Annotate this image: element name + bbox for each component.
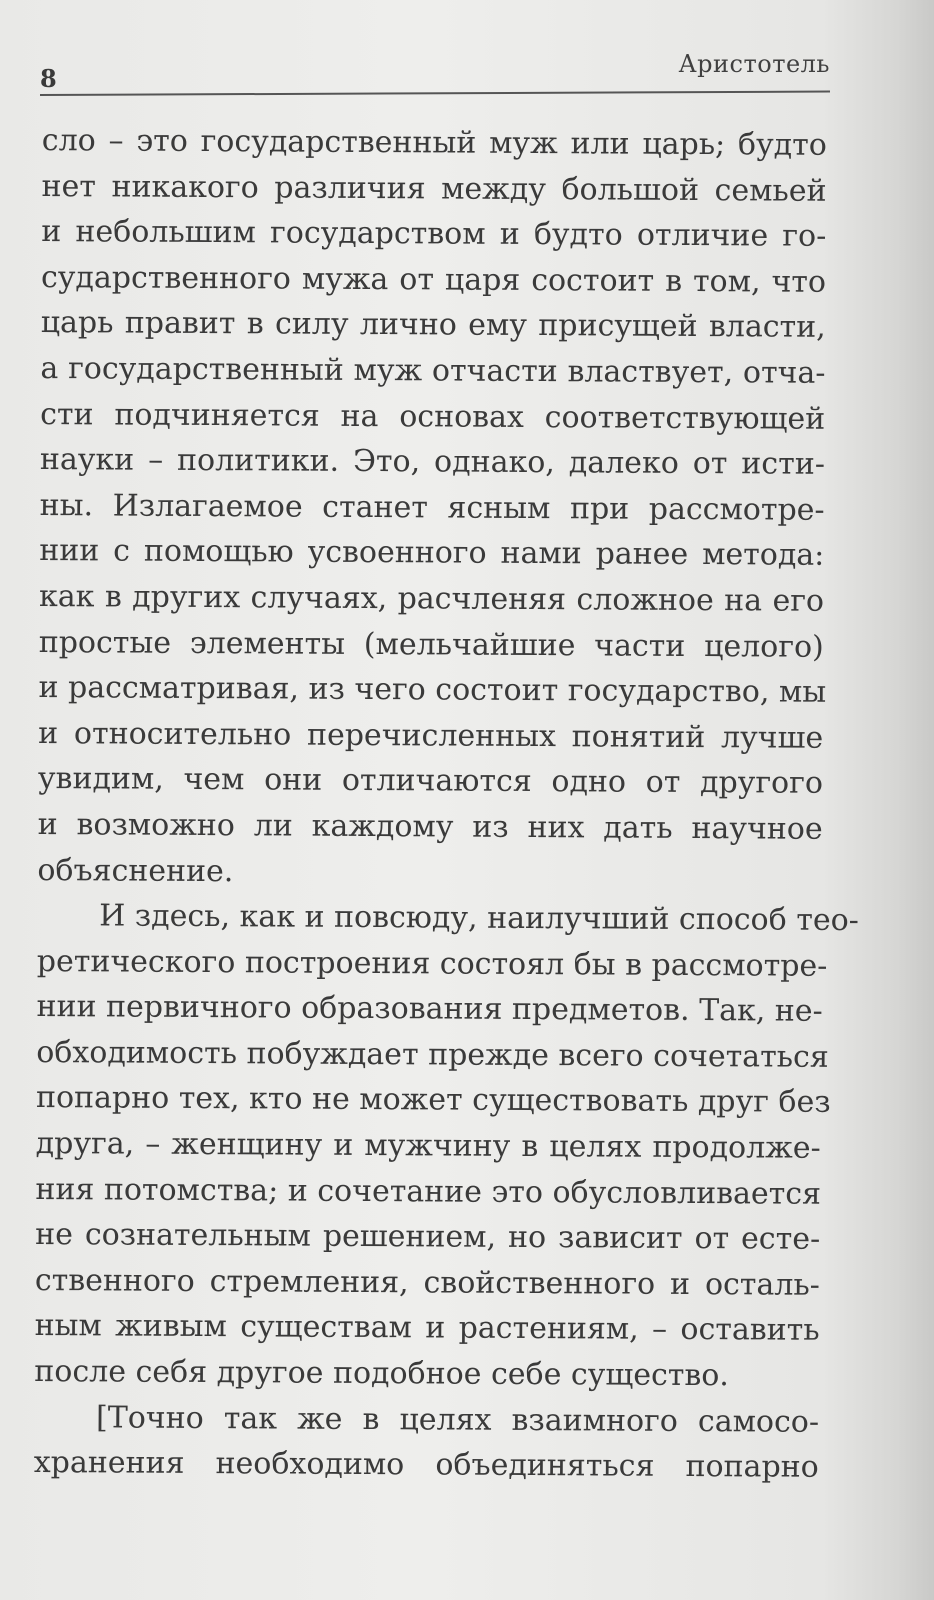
header-rule <box>40 91 830 96</box>
text-line: ны. Излагаемое станет ясным при рассмотре- <box>39 487 825 528</box>
paragraph-2 <box>34 893 859 1399</box>
text-line: простые элементы (мельчайшие части целого) <box>38 624 824 665</box>
text-line: как в других случаях, расчленяя сложное на его <box>38 578 825 619</box>
text-line: объяснение. <box>37 852 234 889</box>
text-line: попарно тех, кто не может существовать друг без <box>35 1080 831 1121</box>
text-line: друга, – женщину и мужчину в целях продолже- <box>35 1126 821 1166</box>
body-text <box>33 118 859 1491</box>
text-line: [Точно так же в целях взаимного самосо- <box>95 1399 820 1440</box>
text-line: и возможно ли каждому из них дать научное <box>37 806 823 847</box>
page-header <box>40 40 830 100</box>
text-line: не сознательным решением, но зависит от есте- <box>35 1217 821 1258</box>
text-line: ным живым существам и растениям, – оставить <box>34 1308 820 1349</box>
text-line: ственного стремления, свойственного и осталь- <box>34 1262 820 1303</box>
text-line: нии с помощью усвоенного нами ранее метода: <box>39 533 825 574</box>
running-title: Аристотель <box>678 50 830 78</box>
text-line: И здесь, как и повсюду, наилучший способ тео- <box>99 898 859 939</box>
text-line: хранения необходимо объединяться попарно <box>33 1445 819 1485</box>
text-line: и рассматривая, из чего состоит государство, мы <box>38 670 827 710</box>
paragraph-1 <box>37 118 827 898</box>
text-line: увидим, чем они отличаются одно от другого <box>37 761 824 802</box>
text-line: ретического построения состоял бы в рассмотре- <box>36 943 828 984</box>
text-line: сти подчиняется на основах соответствующей <box>40 396 826 437</box>
text-line: и относительно перечисленных понятий лучше <box>38 715 824 756</box>
text-line: после себя другое подобное себе существо. <box>34 1354 730 1394</box>
text-line: царь правит в силу лично ему присущей власти, <box>40 305 826 346</box>
paragraph-3 <box>34 1395 820 1491</box>
text-line: сло – это государственный муж или царь; будто <box>41 122 827 163</box>
text-line: нет никакого различия между большой семьей <box>41 168 827 209</box>
text-line: обходимость побуждает прежде всего сочетаться <box>36 1034 829 1075</box>
text-line: и небольшим государством и будто отличие го- <box>41 214 827 254</box>
page-number: 8 <box>40 64 57 93</box>
text-line: а государственный муж отчасти властвует, отча- <box>40 350 826 391</box>
text-line: нии первичного образования предметов. Так, не- <box>36 989 823 1030</box>
text-line: сударственного мужа от царя состоит в том, что <box>40 259 827 300</box>
text-line: ния потомства; и сочетание это обусловливается <box>35 1171 822 1212</box>
text-line: науки – политики. Это, однако, далеко от исти- <box>39 442 826 482</box>
